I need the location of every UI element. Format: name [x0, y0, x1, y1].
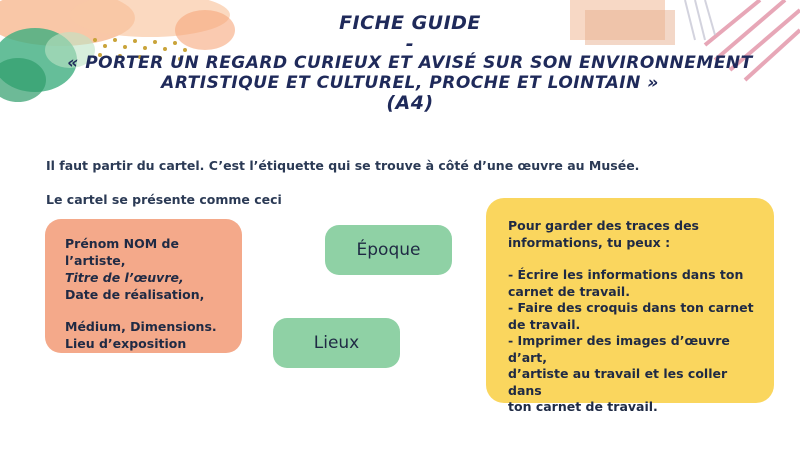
title-line-4: ARTISTIQUE ET CULTUREL, PROCHE ET LOINTAIN »	[161, 73, 659, 93]
tips-intro-1: Pour garder des traces des	[508, 218, 699, 233]
cartel-title: Titre de l’œuvre,	[65, 270, 184, 285]
title-line-3: « PORTER UN REGARD CURIEUX ET AVISÉ SUR SON ENVIRONNEMENT	[67, 53, 753, 73]
title-line-5: (A4)	[386, 92, 434, 114]
tips-intro-2: informations, tu peux :	[508, 234, 671, 250]
tips-item-1a: - Écrire les informations dans ton	[508, 267, 744, 282]
page-title	[40, 12, 780, 113]
tips-item-2a: - Faire des croquis dans ton carnet	[508, 300, 754, 315]
tips-item-1b: carnet de travail.	[508, 283, 630, 299]
cartel-artist: Prénom NOM de l’artiste,	[65, 236, 179, 268]
tag-lieux: Lieux	[273, 318, 400, 368]
cartel-place: Lieu d’exposition	[65, 336, 187, 351]
title-line-1: FICHE GUIDE	[339, 12, 481, 34]
tips-item-3a: - Imprimer des images d’œuvre d’art,	[508, 333, 730, 365]
cartel-medium: Médium, Dimensions.	[65, 319, 217, 334]
intro-sentence-2: Le cartel se présente comme ceci	[46, 192, 282, 207]
cartel-example-card	[45, 219, 242, 353]
tag-epoque: Époque	[325, 225, 452, 275]
tips-item-3c: ton carnet de travail.	[508, 399, 658, 414]
tips-card	[486, 198, 774, 414]
title-dash: -	[405, 33, 415, 55]
cartel-date: Date de réalisation,	[65, 287, 205, 302]
tips-item-3b: d’artiste au travail et les coller dans	[508, 366, 728, 398]
tips-item-2b: de travail.	[508, 316, 581, 332]
intro-sentence: Il faut partir du cartel. C’est l’étiquette qui se trouve à côté d’une œuvre au Musée.	[46, 158, 640, 173]
